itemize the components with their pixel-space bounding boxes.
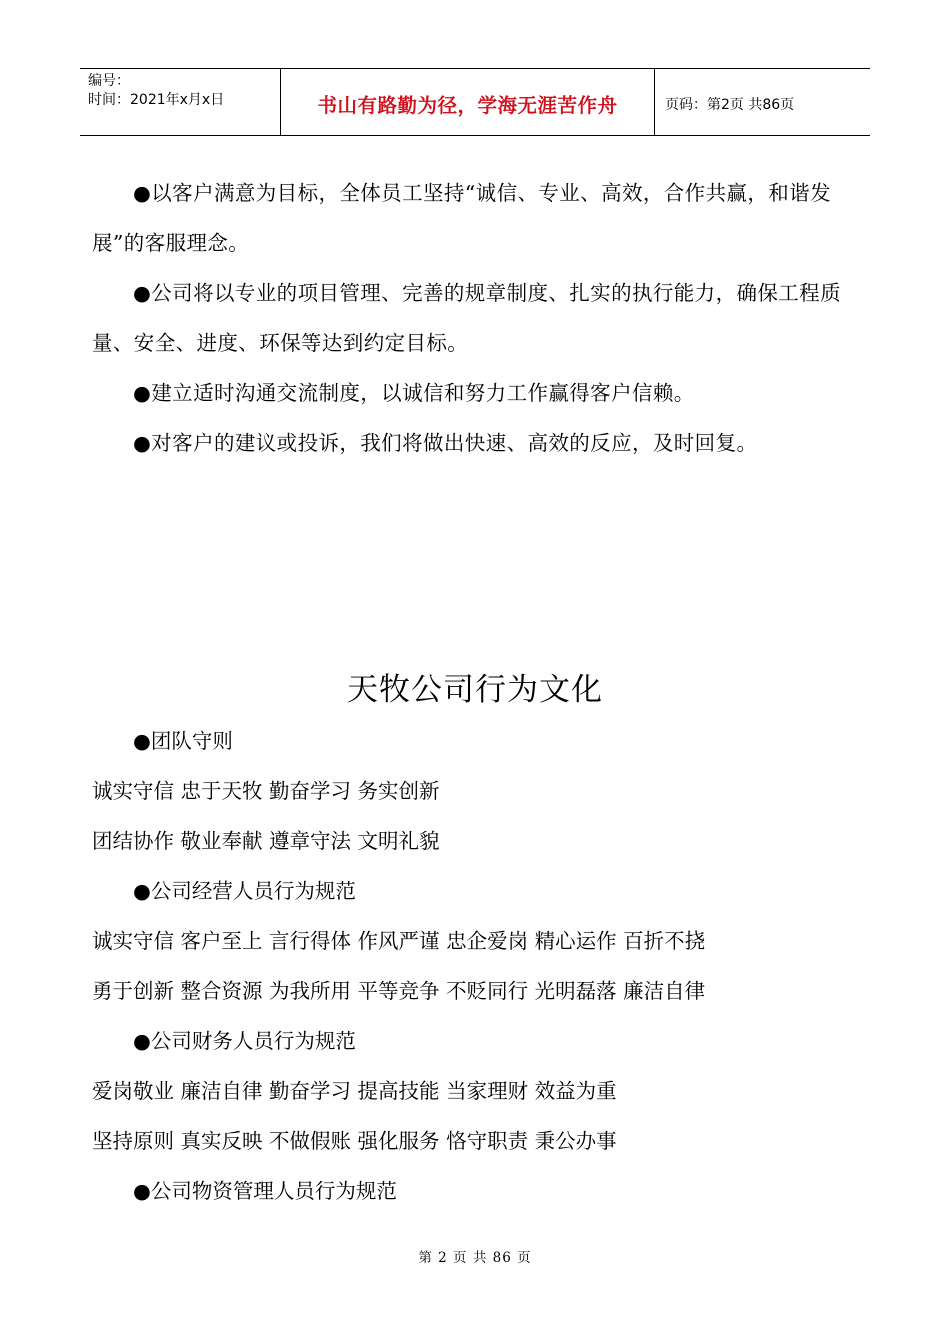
service-paragraphs	[92, 168, 862, 468]
page-footer: 第 2 页 共 86 页	[418, 1250, 532, 1266]
section-heading-finance-staff: ●公司财务人员行为规范	[133, 1029, 356, 1053]
section-heading-materials-staff: ●公司物资管理人员行为规范	[133, 1179, 397, 1203]
section-heading-team-rules: ●团队守则	[133, 729, 233, 753]
header-motto: 书山有路勤为径，学海无涯苦作舟	[281, 69, 655, 135]
behavior-culture-sections	[92, 716, 862, 1216]
section-line: 坚持原则 真实反映 不做假账 强化服务 恪守职责 秉公办事	[92, 1129, 617, 1153]
page-header	[80, 68, 870, 136]
paragraph-3: ●建立适时沟通交流制度，以诚信和努力工作赢得客户信赖。	[133, 381, 695, 405]
header-number-label: 编号：	[88, 73, 130, 89]
section-heading-sales-staff: ●公司经营人员行为规范	[133, 879, 356, 903]
paragraph-2: ●公司将以专业的项目管理、完善的规章制度、扎实的执行能力，确保工程质量、安全、进度、环保等达到约定目标。	[92, 281, 841, 355]
section-line: 勇于创新 整合资源 为我所用 平等竞争 不贬同行 光明磊落 廉洁自律	[92, 979, 706, 1003]
paragraph-1: ●以客户满意为目标，全体员工坚持“诚信、专业、高效，合作共赢，和谐发展”的客服理念。	[92, 181, 831, 255]
paragraph-4: ●对客户的建议或投诉，我们将做出快速、高效的反应，及时回复。	[133, 431, 758, 455]
header-page-info: 页码：第2页 共86页	[665, 97, 795, 113]
section-title: 天牧公司行为文化	[347, 672, 603, 708]
section-line: 诚实守信 客户至上 言行得体 作风严谨 忠企爱岗 精心运作 百折不挠	[92, 929, 706, 953]
header-meta-cell	[80, 69, 281, 135]
section-line: 爱岗敬业 廉洁自律 勤奋学习 提高技能 当家理财 效益为重	[92, 1079, 617, 1103]
section-line: 团结协作 敬业奉献 遵章守法 文明礼貌	[92, 829, 440, 853]
header-date-line: 时间：2021年x月x日	[88, 92, 225, 108]
section-line: 诚实守信 忠于天牧 勤奋学习 务实创新	[92, 779, 440, 803]
